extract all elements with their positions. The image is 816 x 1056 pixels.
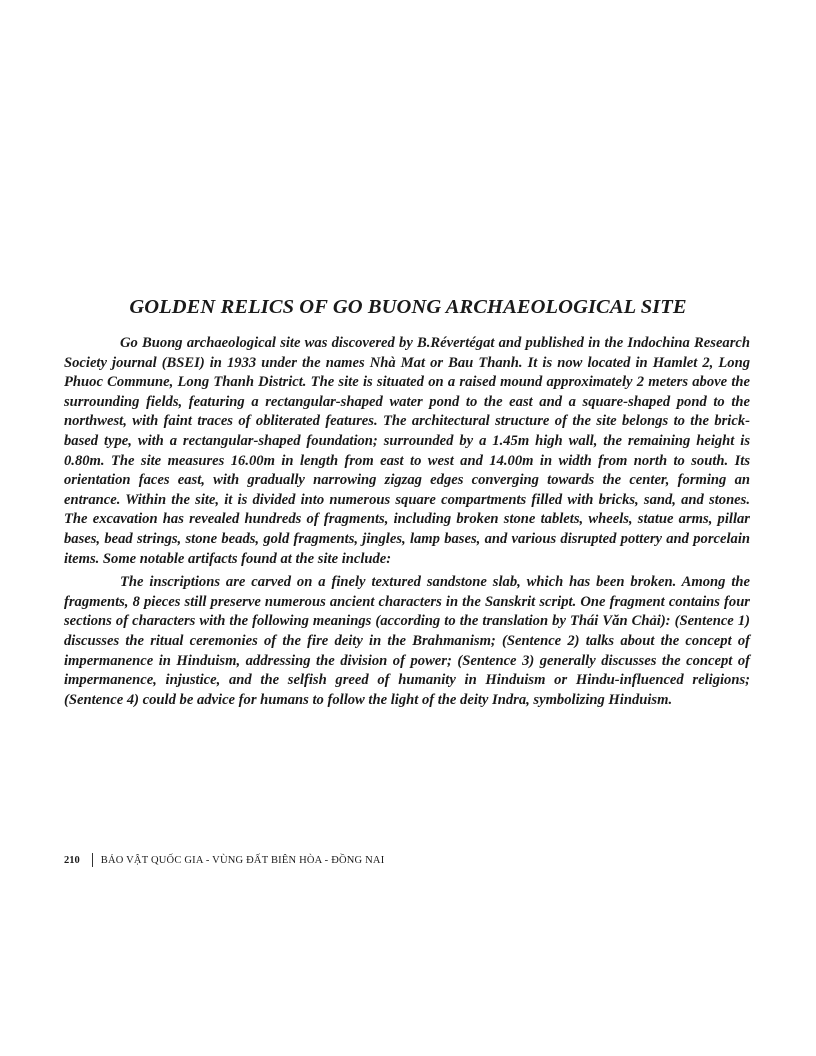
page-number: 210 [64,854,80,866]
page-title: GOLDEN RELICS OF GO BUONG ARCHAEOLOGICAL SITE [129,296,687,318]
footer-divider [92,853,93,867]
body-text [64,334,750,714]
paragraph-inscriptions: The inscriptions are carved on a finely textured sandstone slab, which has been broken. Among the fragments, 8 pieces still preserve numerous ancient characters in the Sanskrit script. One fragment contains four sections of characters with the following meanings (according to the translation by Thái Văn Chải): (Sentence 1) discusses the ritual ceremonies of the fire deity in the Brahmanism; (Sentence 2) talks about the concept of impermanence in Hinduism, addressing the division of power; (Sentence 3) generally discusses the concept of impermanence, injustice, and the selfish greed of humanity in Hinduism or Hindu-influenced religions; (Sentence 4) could be advice for humans to follow the light of the deity Indra, symbolizing Hinduism. [64,574,750,708]
running-title: BẢO VẬT QUỐC GIA - VÙNG ĐẤT BIÊN HÒA - ĐỒNG NAI [100,854,385,866]
page-footer [64,853,384,867]
paragraph-site-description: Go Buong archaeological site was discovered by B.Révertégat and published in the Indochina Research Society journal (BSEI) in 1933 under the names Nhà Mat or Bau Thanh. It is now located in Hamlet 2, Long Phuoc Commune, Long Thanh District. The site is situated on a raised mound approximately 2 meters above the surrounding fields, featuring a rectangular-shaped water pond to the east and a square-shaped pond to the northwest, with faint traces of obliterated features. The architectural structure of the site belongs to the brick-based type, with a rectangular-shaped foundation; surrounded by a 1.45m high wall, the remaining height is 0.80m. The site measures 16.00m in length from east to west and 14.00m in width from north to south. Its orientation faces east, with gradually narrowing zigzag edges converging towards the center, forming an entrance. Within the site, it is divided into numerous square compartments filled with bricks, sand, and stones. The excavation has revealed hundreds of fragments, including broken stone tablets, wheels, statue arms, pillar bases, bead strings, stone beads, gold fragments, jingles, lamp bases, and various disrupted pottery and porcelain items. Some notable artifacts found at the site include: [64,335,750,567]
